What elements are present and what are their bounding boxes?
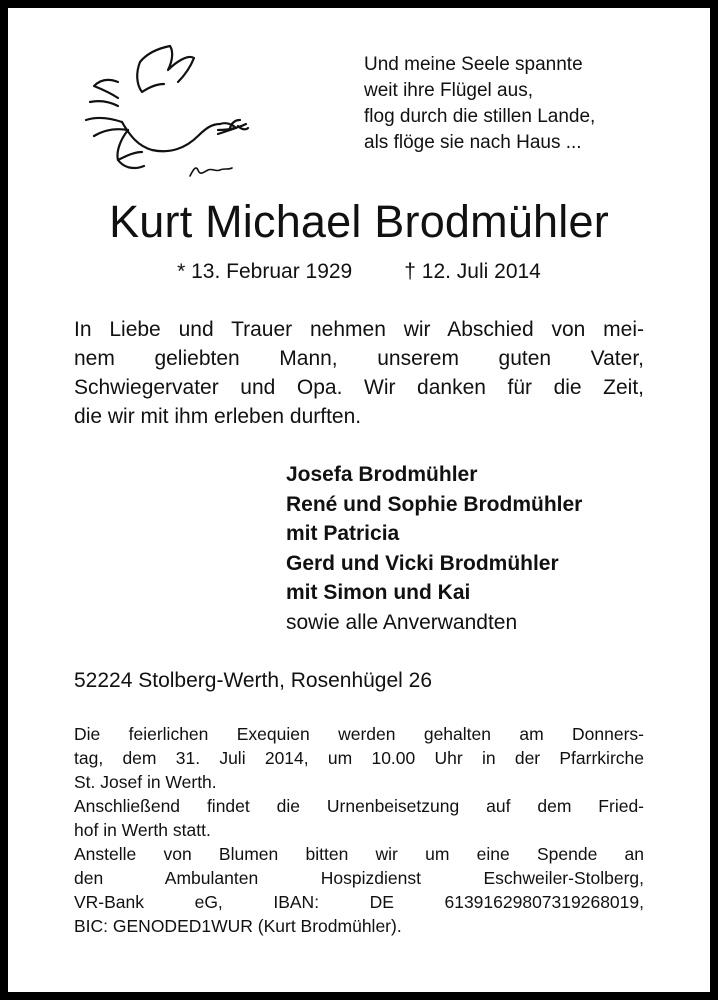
- farewell-line: In Liebe und Trauer nehmen wir Abschied von mei-: [74, 318, 644, 341]
- death-date: † 12. Juli 2014: [404, 260, 541, 283]
- farewell-text: [74, 315, 644, 431]
- family-address: 52224 Stolberg-Werth, Rosenhügel 26: [74, 669, 433, 692]
- life-dates: [8, 258, 710, 286]
- farewell-line: die wir mit ihm erleben durften.: [74, 405, 362, 428]
- mourner-name: mit Simon und Kai: [286, 581, 471, 604]
- mourner-name: Josefa Brodmühler: [286, 463, 478, 486]
- notes-line: hof in Werth statt.: [74, 820, 211, 840]
- poem-verse: [364, 52, 694, 156]
- mourner-name: René und Sophie Brodmühler: [286, 492, 583, 516]
- mourner-name: Gerd und Vicki Brodmühler: [286, 551, 559, 575]
- obituary-card: [8, 8, 710, 992]
- farewell-line: nem geliebten Mann, unserem guten Vater,: [74, 347, 644, 370]
- birth-date: * 13. Februar 1929: [177, 260, 353, 283]
- poem-line: flog durch die stillen Lande,: [364, 106, 596, 127]
- dove-icon: [78, 40, 258, 190]
- notes-line: VR-Bank eG, IBAN: DE 61391629807319268019,: [74, 892, 644, 912]
- mourners-closing: sowie alle Anverwandten: [286, 610, 518, 634]
- poem-line: weit ihre Flügel aus,: [364, 80, 533, 101]
- notes-line: St. Josef in Werth.: [74, 772, 217, 792]
- notes-line: BIC: GENODED1WUR (Kurt Brodmühler).: [74, 916, 402, 936]
- notes-line: tag, dem 31. Juli 2014, um 10.00 Uhr in der Pfarrkirche: [74, 748, 644, 768]
- mourner-name: mit Patricia: [286, 522, 400, 545]
- deceased-name: Kurt Michael Brodmühler: [109, 196, 609, 247]
- notes-line: Anschließend findet die Urnenbeisetzung auf dem Fried-: [74, 796, 644, 816]
- poem-line: Und meine Seele spannte: [364, 54, 583, 75]
- poem-line: als flöge sie nach Haus ...: [364, 132, 582, 153]
- notes-line: den Ambulanten Hospizdienst Eschweiler-Stolberg,: [74, 868, 644, 888]
- funeral-notes: [74, 722, 644, 938]
- farewell-line: Schwiegervater und Opa. Wir danken für die Zeit,: [74, 376, 644, 399]
- notes-line: Die feierlichen Exequien werden gehalten am Donners-: [74, 724, 644, 744]
- notes-line: Anstelle von Blumen bitten wir um eine Spende an: [74, 844, 644, 864]
- mourners-list: [286, 460, 686, 637]
